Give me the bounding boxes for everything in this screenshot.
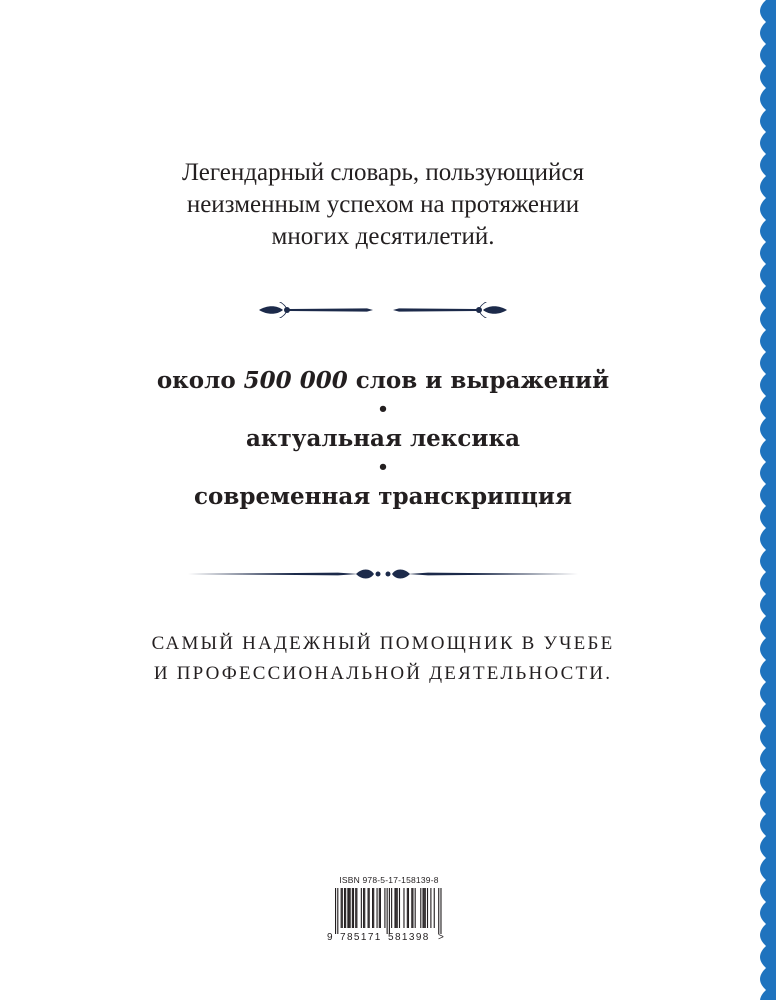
barcode-bar	[394, 888, 395, 928]
barcode-bar	[407, 888, 408, 928]
barcode-bar	[412, 888, 413, 928]
barcode-bar	[380, 888, 381, 928]
intro-text	[90, 157, 676, 253]
barcode-bar	[345, 888, 346, 928]
bottom-ornament-divider	[188, 562, 578, 586]
barcode-bar	[377, 888, 378, 928]
feature-1-suffix: слов и выражений	[347, 367, 610, 394]
barcode-bar	[440, 888, 441, 934]
barcode-bar	[353, 888, 354, 928]
barcode-bar	[344, 888, 345, 928]
barcode-bar	[356, 888, 357, 928]
barcode-bar	[347, 888, 348, 928]
barcode-bar	[341, 888, 342, 928]
top-ornament-divider	[255, 296, 511, 324]
barcode-bar	[364, 888, 365, 928]
barcode-bar	[415, 888, 416, 928]
barcode-bar	[411, 888, 412, 928]
barcode-bar	[438, 888, 439, 934]
barcode-bar	[427, 888, 428, 928]
slogan-line-1: САМЫЙ НАДЕЖНЫЙ ПОМОЩНИК В УЧЕБЕ	[151, 633, 615, 654]
barcode-bar	[384, 888, 385, 928]
barcode-left-digits: 785171	[340, 932, 382, 943]
scalloped-blue-edge	[740, 0, 776, 1000]
barcode-first-digit: 9	[327, 932, 333, 943]
barcode-bar	[337, 888, 338, 934]
features-list	[90, 363, 676, 515]
intro-line-1: Легендарный словарь, пользующийся	[181, 159, 584, 186]
isbn-barcode	[327, 875, 447, 946]
barcode-bar	[396, 888, 397, 928]
slogan	[80, 629, 686, 689]
barcode-end-mark: >	[438, 932, 444, 943]
barcode-bar	[399, 888, 400, 928]
barcode-bar	[420, 888, 421, 928]
barcode-bar	[389, 888, 390, 934]
feature-vocabulary: актуальная лексика	[246, 425, 520, 452]
barcode-bar	[348, 888, 349, 928]
barcode-bar	[350, 888, 351, 928]
barcode-bar	[403, 888, 404, 928]
barcode-bar	[342, 888, 343, 928]
feature-word-count	[90, 363, 676, 399]
barcode-bar	[387, 888, 388, 934]
barcode-bar	[379, 888, 380, 928]
barcode-bar	[422, 888, 423, 928]
barcode-bars	[327, 888, 447, 934]
bullet-separator: •	[377, 399, 389, 420]
barcode-bar	[425, 888, 426, 928]
barcode-bar	[372, 888, 373, 928]
feature-1-number: 500 000	[243, 367, 348, 394]
barcode-bar	[368, 888, 369, 928]
barcode-bar	[430, 888, 431, 928]
scallop-shape	[760, 0, 776, 1000]
barcode-digits	[327, 934, 447, 946]
feature-1-prefix: около	[156, 367, 244, 394]
feature-transcription: современная транскрипция	[194, 483, 572, 510]
intro-line-2: неизменным успехом на протяжении	[186, 191, 580, 218]
barcode-bar	[373, 888, 374, 928]
bullet-separator: •	[377, 457, 389, 478]
barcode-bar	[408, 888, 409, 928]
isbn-label: ISBN 978-5-17-158139-8	[339, 875, 439, 885]
barcode-bar	[397, 888, 398, 928]
barcode-bar	[391, 888, 392, 928]
barcode-bar	[434, 888, 435, 928]
barcode-bar	[352, 888, 353, 928]
barcode-right-digits: 581398	[388, 932, 430, 943]
intro-line-3: многих десятилетий.	[271, 223, 495, 250]
barcode-bar	[363, 888, 364, 928]
slogan-line-2: И ПРОФЕССИОНАЛЬНОЙ ДЕЯТЕЛЬНОСТИ.	[153, 663, 613, 684]
barcode-bar	[424, 888, 425, 928]
barcode-bar	[369, 888, 370, 928]
barcode-bar	[361, 888, 362, 928]
barcode-bar	[355, 888, 356, 928]
barcode-bar	[335, 888, 336, 934]
